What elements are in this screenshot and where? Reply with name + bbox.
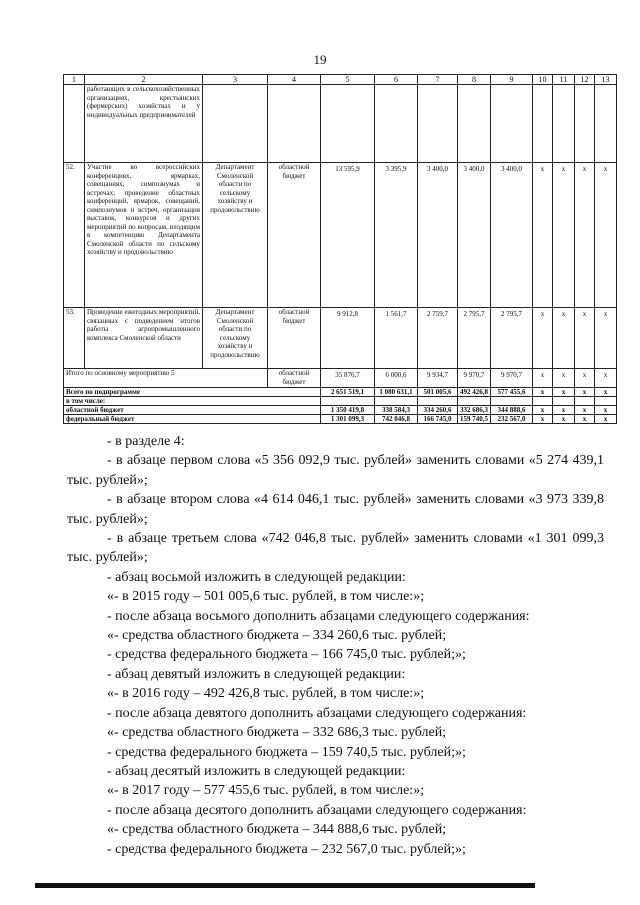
paragraph: - в абзаце третьем слова «742 046,8 тыс. рублей» заменить словами «1 301 099,3 тыс. рублей»; (67, 531, 604, 566)
column-header: 12 (575, 75, 595, 85)
column-header: 13 (595, 75, 617, 85)
x-cell: х (553, 415, 575, 424)
paragraph: - средства федерального бюджета – 232 567,0 тыс. рублей;»; (107, 841, 466, 857)
paragraph: «- средства областного бюджета – 334 260,6 тыс. рублей; (107, 628, 447, 644)
x-cell: х (595, 163, 617, 308)
page-number: 19 (313, 52, 327, 67)
event-name: Участие во всероссийских конференциях, ярмарках, совещаниях, симпозиумах и встречах; проведение областных конференций, ярмарок, совещаний, симпозиумов и встреч, организация выставок, конкурсов и других мероприятий по вопросам, входящим в компетенцию Департамента Смоленской области по сельскому хозяйству и продовольствию (85, 163, 203, 308)
paragraph: «- в 2015 году – 501 005,6 тыс. рублей, в том числе:»; (107, 589, 425, 605)
event-name: Проведение ежегодных мероприятий, связанных с подведением итогов работы агропромышленного комплекса Смоленской области (85, 308, 203, 369)
value-cell: 3 400,0 (491, 163, 533, 308)
row-number: 53. (64, 308, 85, 369)
funding-source: областной бюджет (268, 163, 321, 308)
paragraph: - в разделе 4: (107, 434, 185, 449)
paragraph: - средства федерального бюджета – 166 745,0 тыс. рублей;»; (107, 647, 466, 663)
value-cell: 492 426,8 (458, 388, 491, 397)
paragraph: «- в 2017 году – 577 455,6 тыс. рублей, в том числе:»; (107, 783, 425, 799)
including-label: в том числе: (64, 397, 321, 406)
x-cell: х (553, 388, 575, 397)
x-cell: х (533, 369, 553, 388)
paragraph: - в абзаце втором слова «4 614 046,1 тыс. рублей» заменить словами «3 973 339,8 тыс. рублей»; (67, 492, 604, 527)
paragraph: «- средства областного бюджета – 344 888,6 тыс. рублей; (107, 822, 447, 838)
column-header: 5 (321, 75, 375, 85)
paragraph: «- средства областного бюджета – 332 686,3 тыс. рублей; (107, 725, 447, 741)
budget-table (63, 74, 617, 424)
column-header: 1 (64, 75, 85, 85)
column-header: 11 (553, 75, 575, 85)
paragraph: - в абзаце первом слова «5 356 092,9 тыс. рублей» заменить словами «5 274 439,1 тыс. рублей»; (67, 453, 604, 488)
value-cell: 577 455,6 (491, 388, 533, 397)
value-cell: 3 400,0 (418, 163, 458, 308)
value-cell: 3 400,0 (458, 163, 491, 308)
column-header: 4 (268, 75, 321, 85)
x-cell: х (595, 369, 617, 388)
paragraph: - абзац девятый изложить в следующей редакции: (107, 666, 406, 682)
x-cell: х (533, 406, 553, 415)
executor: Департамент Смоленской области по сельскому хозяйству и продовольствию (203, 308, 268, 369)
x-cell: х (595, 406, 617, 415)
column-header: 6 (375, 75, 418, 85)
x-cell: х (595, 388, 617, 397)
row-number: 52. (64, 163, 85, 308)
value-cell: 6 000,6 (375, 369, 418, 388)
value-cell: 3 395,9 (375, 163, 418, 308)
value-cell: 1 080 631,1 (375, 388, 418, 397)
table-header-row (64, 75, 617, 85)
total-event-row (64, 369, 617, 388)
footer-rule (35, 883, 535, 888)
x-cell: х (553, 163, 575, 308)
value-cell: 2 759,7 (418, 308, 458, 369)
total-subprogram-label: Всего по подпрограмме (64, 388, 321, 397)
value-cell: 2 795,7 (491, 308, 533, 369)
value-cell: 1 350 419,8 (321, 406, 375, 415)
column-header: 2 (85, 75, 203, 85)
x-cell: х (595, 415, 617, 424)
value-cell: 338 584,3 (375, 406, 418, 415)
value-cell: 1 301 099,3 (321, 415, 375, 424)
x-cell: х (575, 388, 595, 397)
paragraph: - после абзаца восьмого дополнить абзацами следующего содержания: (107, 608, 530, 624)
federal-budget-row (64, 415, 617, 424)
total-event-label: Итого по основному мероприятию 5 (64, 369, 268, 388)
value-cell: 35 876,7 (321, 369, 375, 388)
including-row (64, 397, 617, 406)
paragraph: - после абзаца девятого дополнить абзацами следующего содержания: (107, 705, 527, 721)
value-cell: 166 745,0 (418, 415, 458, 424)
value-cell: 232 567,0 (491, 415, 533, 424)
value-cell: 9 912,8 (321, 308, 375, 369)
executor: Департамент Смоленской области по сельскому хозяйству и продовольствию (203, 163, 268, 308)
x-cell: х (533, 388, 553, 397)
x-cell: х (575, 406, 595, 415)
x-cell: х (553, 369, 575, 388)
paragraph: - абзац восьмой изложить в следующей редакции: (107, 569, 406, 585)
value-cell: 1 561,7 (375, 308, 418, 369)
x-cell: х (533, 308, 553, 369)
table-row (64, 85, 617, 163)
value-cell: 2 651 519,1 (321, 388, 375, 397)
value-cell: 159 740,5 (458, 415, 491, 424)
x-cell: х (575, 415, 595, 424)
table-row (64, 163, 617, 308)
paragraph: - абзац десятый изложить в следующей редакции: (107, 763, 406, 779)
value-cell: 501 005,6 (418, 388, 458, 397)
value-cell: 9 970,7 (458, 369, 491, 388)
value-cell: 344 888,6 (491, 406, 533, 415)
x-cell: х (575, 308, 595, 369)
x-cell: х (575, 163, 595, 308)
paragraph: - средства федерального бюджета – 159 740,5 тыс. рублей;»; (107, 744, 466, 760)
paragraph: «- в 2016 году – 492 426,8 тыс. рублей, в том числе:»; (107, 686, 425, 702)
x-cell: х (575, 369, 595, 388)
column-header: 9 (491, 75, 533, 85)
x-cell: х (533, 415, 553, 424)
regional-budget-row (64, 406, 617, 415)
column-header: 3 (203, 75, 268, 85)
value-cell: 9 970,7 (491, 369, 533, 388)
column-header: 7 (418, 75, 458, 85)
x-cell: х (533, 163, 553, 308)
x-cell: х (595, 308, 617, 369)
funding-source: областной бюджет (268, 308, 321, 369)
x-cell: х (553, 308, 575, 369)
federal-budget-label: федеральный бюджет (64, 415, 321, 424)
column-header: 10 (533, 75, 553, 85)
amendment-text (67, 432, 604, 859)
paragraph: - после абзаца десятого дополнить абзацами следующего содержания: (107, 802, 527, 818)
column-header: 8 (458, 75, 491, 85)
value-cell: 742 046,8 (375, 415, 418, 424)
value-cell: 9 934,7 (418, 369, 458, 388)
value-cell: 2 795,7 (458, 308, 491, 369)
value-cell: 334 260,6 (418, 406, 458, 415)
table-row (64, 308, 617, 369)
regional-budget-label: областной бюджет (64, 406, 321, 415)
event-name-continuation: работающих в сельскохозяйственных организациях, крестьянских (фермерских) хозяйствах и у индивидуальных предпринимателей (85, 85, 203, 163)
x-cell: х (553, 406, 575, 415)
funding-source: областной бюджет (268, 369, 321, 388)
value-cell: 13 595,9 (321, 163, 375, 308)
total-subprogram-row (64, 388, 617, 397)
value-cell: 332 686,3 (458, 406, 491, 415)
